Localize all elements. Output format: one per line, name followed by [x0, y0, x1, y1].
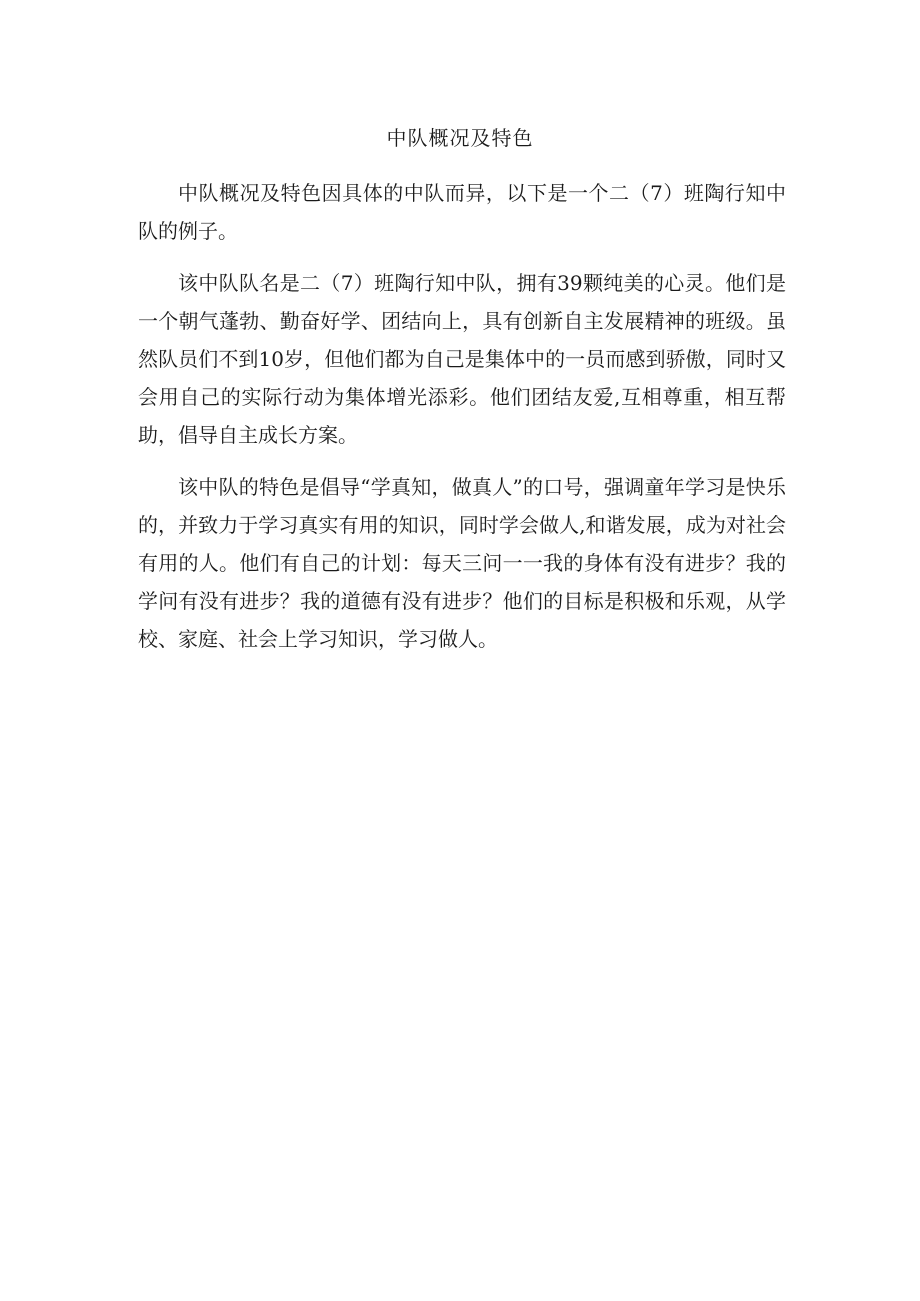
paragraph-intro: 中队概况及特色因具体的中队而异，以下是一个二（7）班陶行知中队的例子。 — [138, 181, 786, 243]
paragraph-overview: 该中队队名是二（7）班陶行知中队，拥有39颗纯美的心灵。他们是一个朝气蓬勃、勤奋好学、团结向上，具有创新自主发展精神的班级。虽然队员们不到10岁，但他们都为自己是集体中的一员而感到骄傲，同时又会用自己的实际行动为集体增光添彩。他们团结友爱,互相尊重，相互帮助，倡导自主成长方案。 — [138, 271, 786, 447]
paragraph-features: 该中队的特色是倡导“学真知，做真人”的口号，强调童年学习是快乐的，并致力于学习真实有用的知识，同时学会做人,和谐发展，成为对社会有用的人。他们有自己的计划：每天三问一一我的身体有没有进步？我的学问有没有进步？我的道德有没有进步？他们的目标是积极和乐观，从学校、家庭、社会上学习知识，学习做人。 — [138, 475, 786, 651]
document-title: 中队概况及特色 — [386, 126, 534, 150]
document-body — [138, 174, 786, 672]
